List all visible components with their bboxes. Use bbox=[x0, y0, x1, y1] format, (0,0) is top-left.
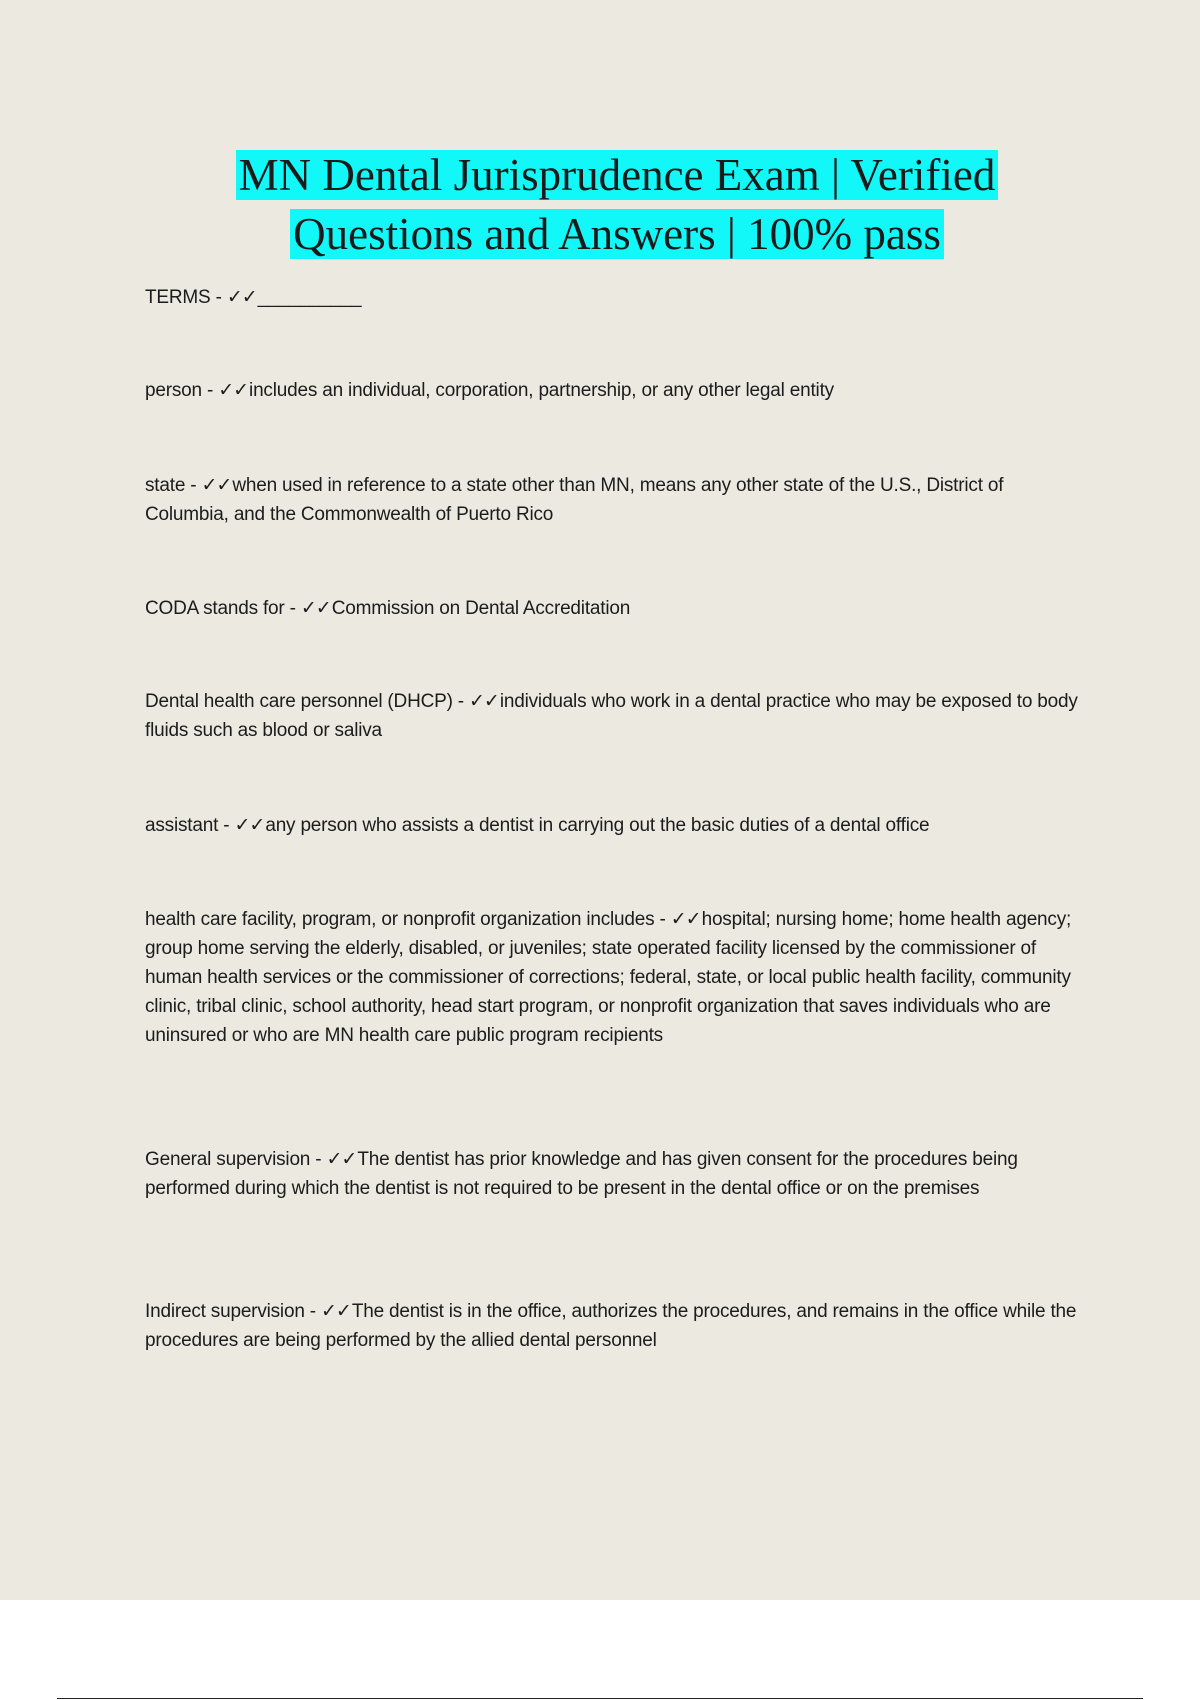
qa-entry-state bbox=[145, 471, 1085, 529]
entry-term: TERMS bbox=[145, 287, 211, 308]
entry-term: state bbox=[145, 475, 186, 496]
check-mark-icon: ✓✓ bbox=[218, 379, 249, 401]
entry-definition: any person who assists a dentist in carrying out the basic duties of a dental office bbox=[265, 815, 930, 836]
check-mark-icon: ✓✓ bbox=[321, 1300, 351, 1322]
check-mark-icon: ✓✓ bbox=[326, 1148, 357, 1170]
entry-separator: - bbox=[304, 1301, 321, 1322]
qa-entry-coda bbox=[145, 594, 1085, 623]
entry-term: assistant bbox=[145, 815, 219, 836]
entry-separator: - bbox=[310, 1149, 327, 1170]
entry-separator: - bbox=[452, 691, 470, 712]
qa-entry-health-care-facility bbox=[145, 905, 1085, 1050]
entry-term: health care facility, program, or nonprofit organization includes bbox=[145, 909, 655, 930]
qa-entry-terms bbox=[145, 283, 1085, 312]
check-mark-icon: ✓✓ bbox=[226, 286, 257, 308]
check-mark-icon: ✓✓ bbox=[234, 814, 265, 836]
document-title bbox=[130, 146, 1104, 264]
entry-definition: The dentist has prior knowledge and has given consent for the procedures being performed during which the dentist is not required to be present in the dental office or on the premises bbox=[145, 1149, 1018, 1199]
entry-separator: - bbox=[218, 815, 235, 836]
qa-entry-general-supervision bbox=[145, 1145, 1085, 1203]
entry-separator: - bbox=[185, 475, 202, 496]
entry-definition: Commission on Dental Accreditation bbox=[331, 598, 631, 619]
entry-term: General supervision bbox=[145, 1149, 311, 1170]
check-mark-icon: ✓✓ bbox=[670, 908, 701, 930]
entry-separator: - bbox=[210, 287, 227, 308]
check-mark-icon: ✓✓ bbox=[469, 690, 499, 712]
entry-separator: - bbox=[201, 380, 219, 401]
qa-entry-indirect-supervision bbox=[145, 1297, 1085, 1355]
entry-definition: includes an individual, corporation, partnership, or any other legal entity bbox=[249, 380, 834, 401]
check-mark-icon: ✓✓ bbox=[300, 597, 331, 619]
entry-term: Dental health care personnel (DHCP) bbox=[145, 691, 453, 712]
title-line-1: MN Dental Jurisprudence Exam | Verified bbox=[236, 150, 999, 200]
check-mark-icon: ✓✓ bbox=[201, 474, 232, 496]
entry-definition: hospital; nursing home; home health agency; group home serving the elderly, disabled, or juveniles; state operated facility licensed by the commissioner of human health services or the commissioner of corrections; federal, state, or local public health facility, community clinic, tribal clinic, school authority, head start program, or nonprofit organization that saves individuals who are uninsured or who are MN health care public program recipients bbox=[145, 909, 1072, 1046]
qa-entry-dhcp bbox=[145, 687, 1085, 745]
footer-divider bbox=[57, 1698, 1143, 1699]
qa-entry-assistant bbox=[145, 811, 1085, 840]
title-line-2: Questions and Answers | 100% pass bbox=[290, 209, 944, 259]
entry-definition: individuals who work in a dental practice who may be exposed to body fluids such as blood or saliva bbox=[145, 691, 1078, 741]
entry-separator: - bbox=[284, 598, 301, 619]
entry-definition: when used in reference to a state other than MN, means any other state of the U.S., District of Columbia, and the Commonwealth of Puerto Rico bbox=[145, 475, 1004, 525]
entry-term: CODA stands for bbox=[145, 598, 285, 619]
entry-separator: - bbox=[654, 909, 671, 930]
entry-definition: __________ bbox=[257, 287, 362, 308]
qa-entry-person bbox=[145, 376, 1085, 405]
entry-term: Indirect supervision bbox=[145, 1301, 305, 1322]
entry-definition: The dentist is in the office, authorizes the procedures, and remains in the office while the procedures are being performed by the allied dental personnel bbox=[145, 1301, 1077, 1351]
entry-term: person bbox=[145, 380, 202, 401]
